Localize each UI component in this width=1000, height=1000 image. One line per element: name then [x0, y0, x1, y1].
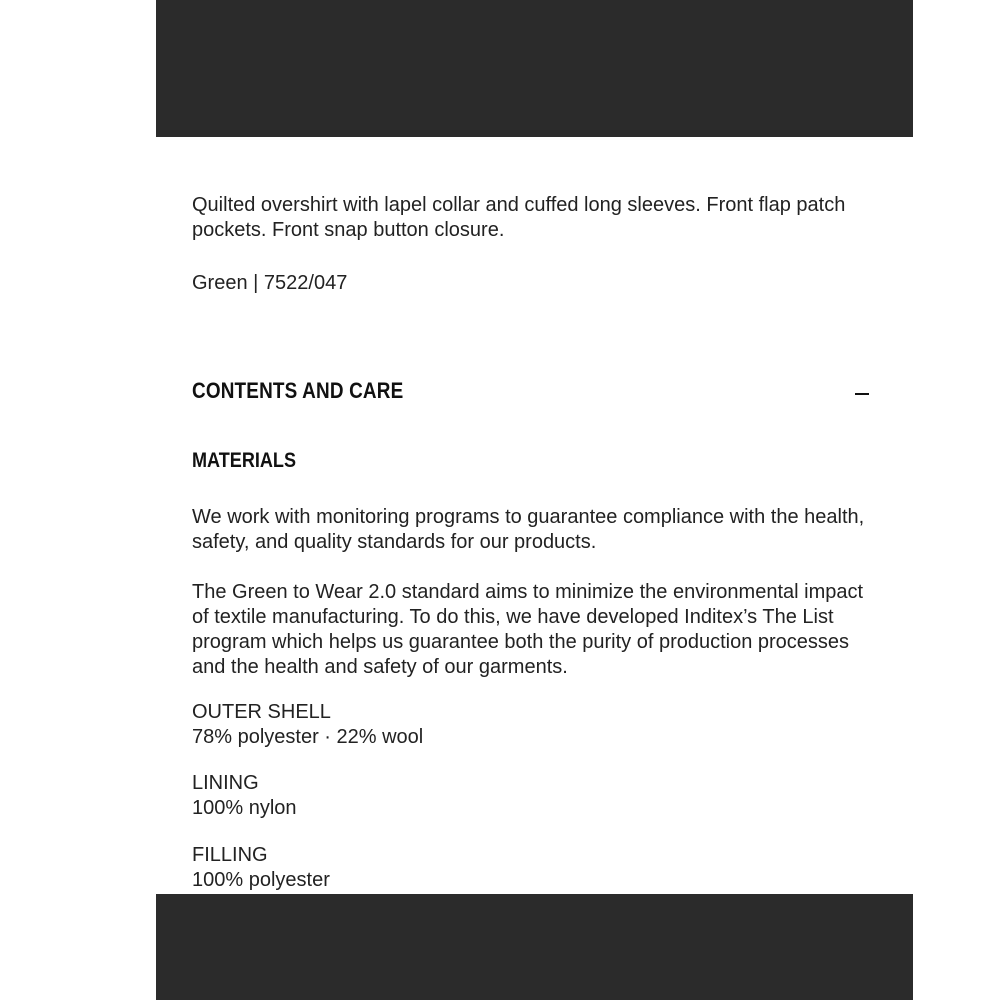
composition-value: 100% nylon [192, 797, 297, 819]
composition-value: 78% polyester · 22% wool [192, 726, 424, 748]
contents-care-title: CONTENTS AND CARE [192, 378, 404, 403]
minus-icon[interactable] [854, 381, 870, 401]
materials-paragraph: The Green to Wear 2.0 standard aims to minimize the environmental impact of textile manufacturing. To do this, we have developed Inditex’s The List program which helps us guarantee both the purity of production processes and the health and safety of our garments. [192, 581, 864, 678]
materials-heading: MATERIALS [192, 449, 297, 472]
composition-filling [192, 843, 330, 893]
composition-label: OUTER SHELL [192, 701, 331, 723]
contents-care-toggle[interactable] [192, 376, 870, 406]
color-reference: Green | 7522/047 [192, 272, 348, 294]
composition-label: FILLING [192, 844, 268, 866]
product-description: Quilted overshirt with lapel collar and cuffed long sleeves. Front flap patch pockets. Front snap button closure. [192, 194, 846, 241]
bottom-image-area [156, 894, 913, 1000]
materials-paragraph: We work with monitoring programs to guarantee compliance with the health, safety, and quality standards for our products. [192, 506, 865, 553]
composition-lining [192, 771, 297, 821]
composition-outer-shell [192, 700, 423, 750]
top-image-area [156, 0, 913, 137]
composition-value: 100% polyester [192, 869, 330, 891]
composition-label: LINING [192, 772, 259, 794]
